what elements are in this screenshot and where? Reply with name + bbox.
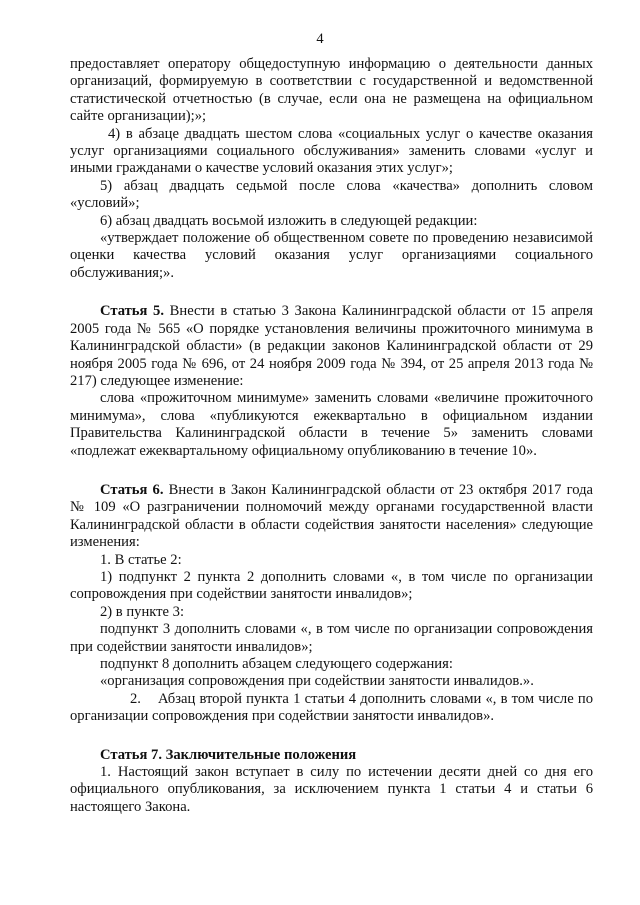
article-5-text: Внести в статью 3 Закона Калининградской области от 15 апреля 2005 года № 565 «О порядке установления величины прожиточного минимума в Калининградской области» (в редакции законов Калининградской области от 29 ноября 2005 года № 696, от 24 ноября 2009 года № 394, от 25 апреля 2013 года № 217) следующее изменение:: [70, 303, 593, 389]
paragraph-continuation: предоставляет оператору общедоступную информацию о деятельности данных организаций, формируемую в соответствии с государственной и ведомственной статистической отчетностью (в случае, если она не размещена на официальном сайте организации);»;: [70, 56, 593, 125]
article-5-heading: Статья 5.: [100, 303, 164, 320]
article-6-item-2-text: Абзац второй пункта 1 статьи 4 дополнить словами «, в том числе по организации сопровождения при содействии занятости инвалидов».: [70, 690, 593, 725]
document-body: [70, 56, 593, 816]
article-6-heading: Статья 6.: [100, 481, 164, 498]
spacer: [70, 460, 593, 482]
article-6-subpoint-3: подпункт 3 дополнить словами «, в том числе по организации сопровождения при содействии занятости инвалидов»;: [70, 621, 593, 655]
spacer: [70, 726, 593, 747]
article-5-intro: [70, 303, 593, 390]
article-6-item-1: 1. В статье 2:: [100, 551, 182, 568]
page-number: 4: [316, 31, 324, 47]
paragraph-item-5: 5) абзац двадцать седьмой после слова «качества» дополнить словом «условий»;: [70, 177, 593, 212]
paragraph-quote: «утверждает положение об общественном совете по проведению независимой оценки качества условий оказания услуг организациями социального обслуживания;».: [70, 230, 593, 281]
spacer: [70, 282, 593, 303]
paragraph-item-4: 4) в абзаце двадцать шестом слова «социальных услуг о качестве оказания услуг организациями социального обслуживания» заменить словами «услуг и иными гражданами о качестве условий оказания этих услуг»;: [70, 125, 593, 177]
article-6-text: Внести в Закон Калининградской области от 23 октября 2017 года № 109 «О разграничении полномочий между органами государственной власти Калининградской области в области содействия занятости населения» следующие изменения:: [70, 481, 593, 551]
article-6-subitem-2: 2) в пункте 3:: [100, 603, 185, 620]
article-6-item-2-number: 2.: [130, 690, 141, 707]
article-7-item-1: 1. Настоящий закон вступает в силу по истечении десяти дней со дня его официального опубликования, за исключением пункта 1 статьи 4 и статьи 6 настоящего Закона.: [70, 764, 593, 815]
article-7-heading: Статья 7. Заключительные положения: [100, 746, 357, 763]
article-6-intro: [70, 482, 593, 552]
article-6-quote: «организация сопровождения при содействии занятости инвалидов.».: [100, 673, 534, 690]
article-6-subitem-1: 1) подпункт 2 пункта 2 дополнить словами «, в том числе по организации сопровождения при содействии занятости инвалидов»;: [70, 568, 593, 603]
article-6-item-2: [70, 691, 593, 726]
article-6-subpoint-8: подпункт 8 дополнить абзацем следующего содержания:: [100, 656, 453, 672]
article-5-change: слова «прожиточном минимуме» заменить словами «величине прожиточного минимума», слова «публикуются ежеквартально в официальном издании Правительства Калининградской области в течение 5» заменить словами «подлежат ежеквартальному официальному опубликованию в течение 10».: [70, 390, 593, 459]
paragraph-item-6: 6) абзац двадцать восьмой изложить в следующей редакции:: [100, 212, 478, 229]
